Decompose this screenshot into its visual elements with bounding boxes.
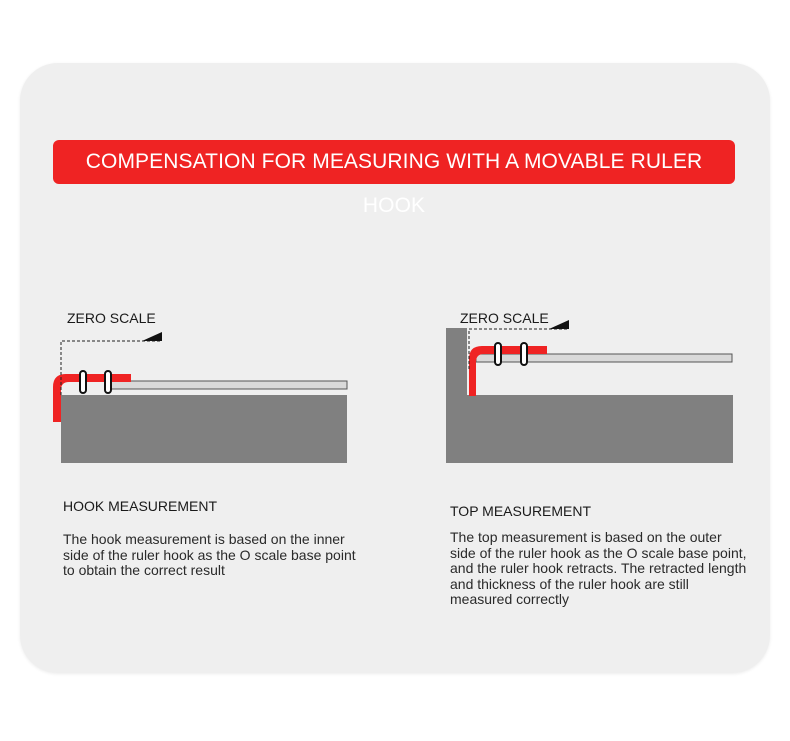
- rivet-icon: [521, 343, 527, 365]
- zero-scale-pointer-icon: [549, 320, 569, 329]
- ruler-hook-right: [469, 346, 547, 396]
- rivet-icon: [495, 343, 501, 365]
- top-measurement-title: TOP MEASUREMENT: [450, 503, 592, 519]
- zero-scale-label-left: ZERO SCALE: [67, 310, 156, 326]
- hook-measurement-description: The hook measurement is based on the inner side of the ruler hook as the O scale base point to obtain the correct result: [63, 531, 356, 578]
- page-title-banner: COMPENSATION FOR MEASURING WITH A MOVABLE RULER HOOK: [53, 140, 735, 184]
- zero-scale-label-right: ZERO SCALE: [460, 310, 549, 326]
- top-measurement-description: The top measurement is based on the outer side of the ruler hook as the O scale base point, and the ruler hook retracts. The retracted length and thickness of the ruler hook are still measured correctly: [450, 529, 747, 607]
- hook-measurement-title: HOOK MEASUREMENT: [63, 498, 218, 514]
- ruler-blade-right: [476, 354, 732, 362]
